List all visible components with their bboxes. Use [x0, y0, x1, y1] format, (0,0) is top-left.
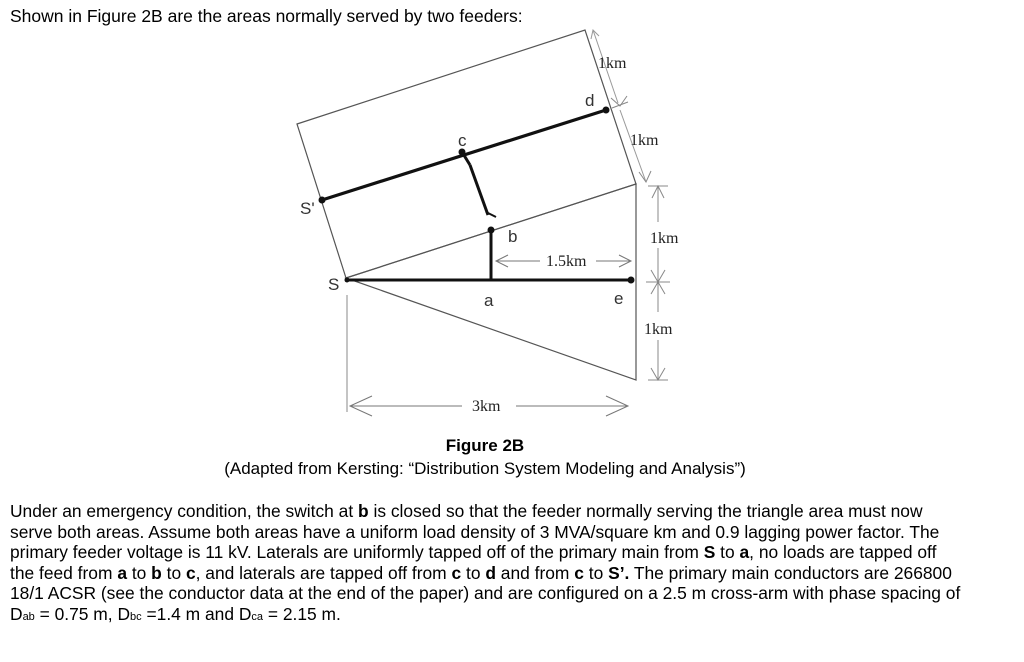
body-text-1: Under an emergency condition, the switch at	[10, 501, 358, 521]
body-text-13: =1.4 m and D	[141, 603, 252, 624]
subscript-ca: ca	[251, 610, 264, 623]
body-bold-a-2: a	[117, 562, 127, 583]
subscript-ab: ab	[22, 610, 35, 623]
dim-right-mid-1km-label: 1km	[650, 230, 679, 247]
dim-top-1km-label: 1km	[598, 55, 627, 72]
figure-caption-title: Figure 2B	[445, 436, 525, 455]
label-d: d	[585, 91, 595, 110]
label-s-prime: S'	[300, 199, 315, 218]
body-bold-s: S	[703, 542, 716, 562]
body-text-4: , no loads are tapped off the feed from	[10, 542, 937, 583]
dim-3km-label: 3km	[472, 398, 501, 415]
body-text-10: to	[583, 562, 609, 583]
body-text-2: is closed so that the feeder normally serving the triangle area must now serve both areas. Assume both areas have a uniform load density of 3 MVA/square km and 0.9 lagging power factor. The primary feeder voltage is 11 kV. Laterals are uniformly tapped off of the primary main from	[10, 501, 940, 562]
body-text-8: to	[461, 562, 486, 583]
dim-right-upper-1km-label: 1km	[630, 132, 659, 149]
body-bold-d: d	[485, 562, 496, 583]
body-bold-b: b	[358, 501, 369, 521]
label-b: b	[508, 227, 518, 246]
body-text-5: to	[126, 562, 152, 583]
node-e	[628, 277, 635, 284]
body-bold-c-3: c	[574, 562, 584, 583]
label-c: c	[458, 131, 467, 150]
body-bold-c-2: c	[451, 562, 462, 583]
dim-mid-arrows	[611, 96, 627, 106]
label-s: S	[328, 275, 340, 294]
node-b	[488, 227, 495, 234]
dim-1-5km-label: 1.5km	[546, 253, 587, 270]
node-s-prime	[319, 197, 326, 204]
label-e: e	[614, 289, 624, 308]
body-text-14: = 2.15 m.	[263, 603, 341, 624]
switch-b-open	[470, 165, 488, 215]
body-text-9: and from	[495, 562, 575, 583]
body-text-3: to	[715, 542, 740, 562]
node-s	[345, 278, 350, 283]
body-bold-a: a	[739, 542, 750, 562]
body-text-6: to	[161, 562, 186, 583]
figure-caption-source: (Adapted from Kersting: “Distribution System Modeling and Analysis”)	[224, 459, 746, 478]
body-bold-s-prime: S’.	[608, 562, 630, 583]
node-d	[603, 107, 610, 114]
body-text-12: = 0.75 m, D	[34, 603, 131, 624]
problem-paragraph	[10, 501, 965, 627]
body-text-11: The primary main conductors are 266800 18/1 ACSR (see the conductor data at the end of the paper) and are configured on a 2.5 m cross-arm with phase spacing of D	[10, 562, 961, 624]
body-text-7: , and laterals are tapped off from	[195, 562, 452, 583]
dim-mid-cross	[612, 102, 628, 108]
intro-text: Shown in Figure 2B are the areas normally served by two feeders:	[10, 6, 523, 26]
dim-upper-arrow	[639, 171, 651, 182]
body-bold-c: c	[185, 562, 196, 583]
label-a: a	[484, 291, 494, 310]
dim-right-low-1km-label: 1km	[644, 321, 673, 338]
body-bold-b-2: b	[151, 562, 162, 583]
subscript-bc: bc	[130, 610, 142, 623]
